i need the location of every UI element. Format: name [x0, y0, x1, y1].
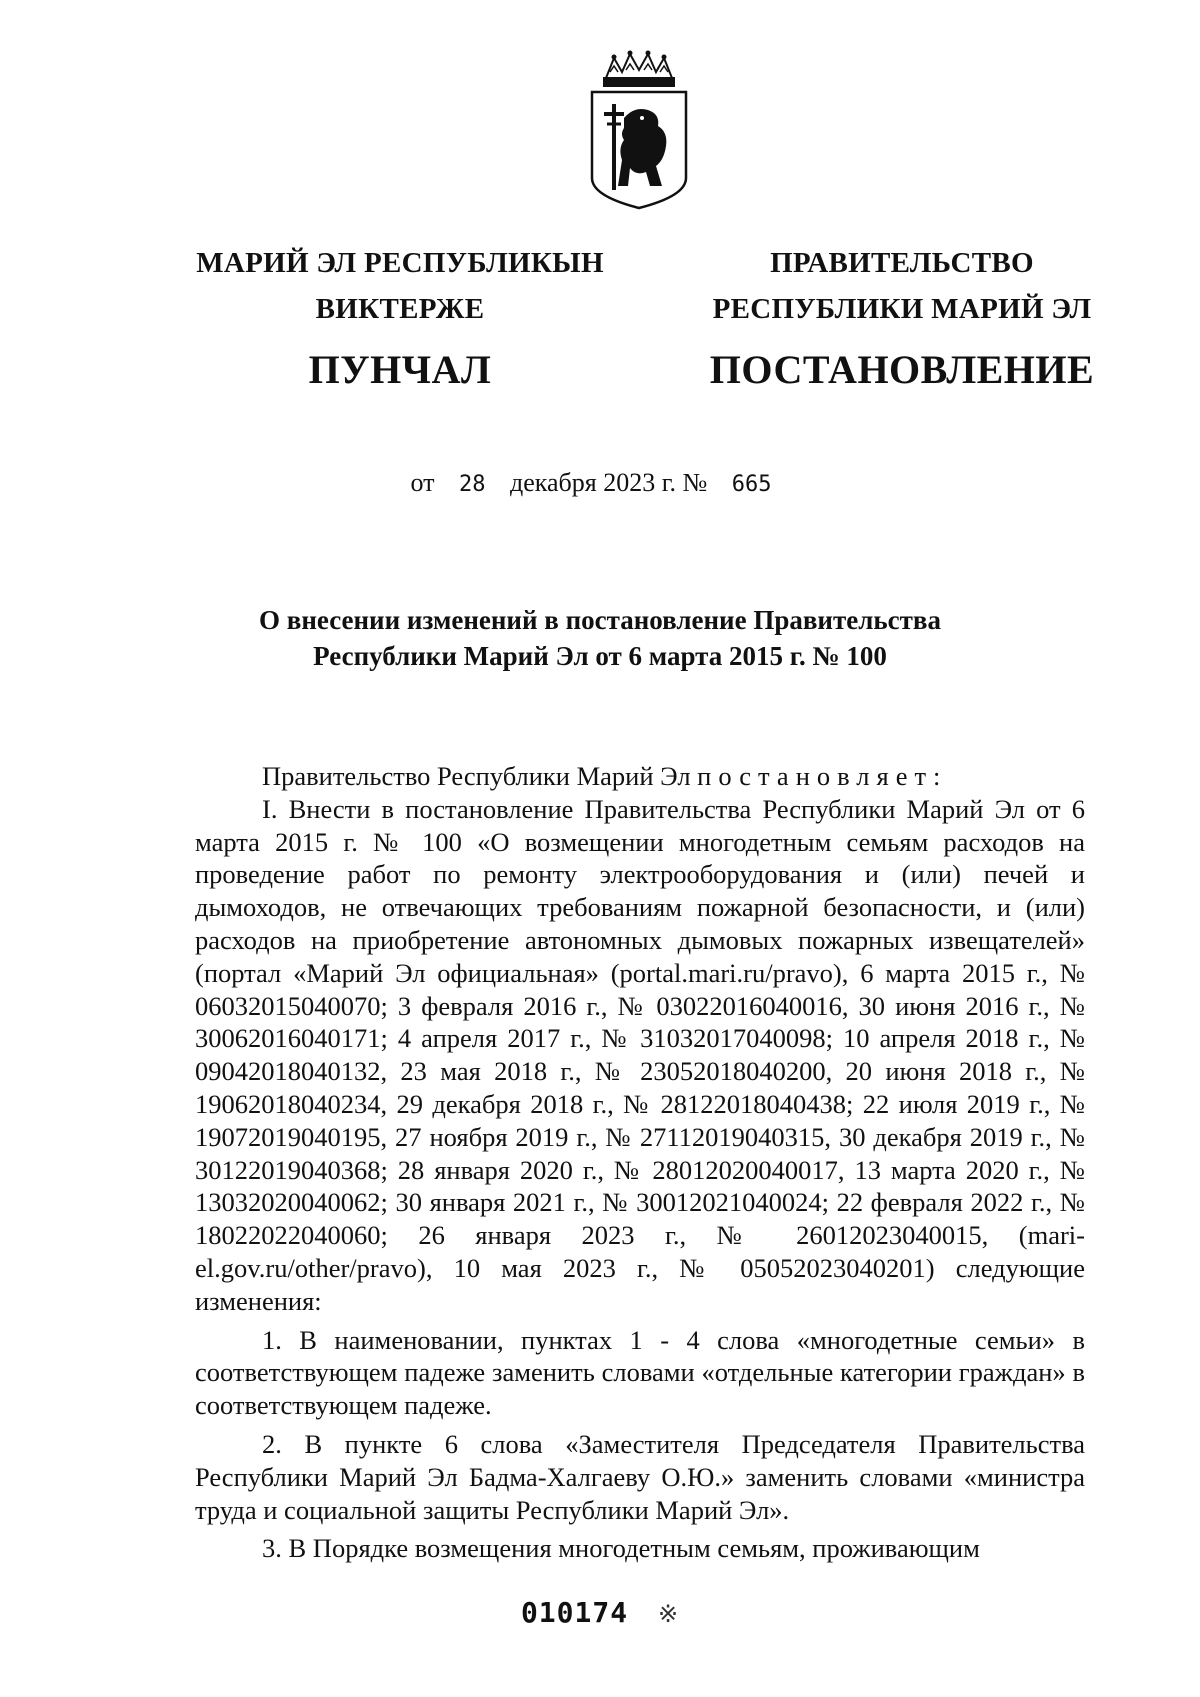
document-title — [0, 602, 1200, 674]
date-line — [0, 468, 1200, 498]
org-name-russian-line1: ПРАВИТЕЛЬСТВО — [770, 247, 1034, 279]
doc-type-marian: ПУНЧАЛ — [308, 347, 492, 392]
serial-mark-icon: ※ — [657, 1600, 680, 1628]
preamble-lead: Правительство Республики Марий Эл — [262, 761, 691, 791]
document-body — [195, 760, 1085, 1565]
doc-number: 665 — [731, 472, 772, 497]
serial-number: 010174 — [520, 1596, 629, 1629]
section-1: I. Внести в постановление Правительства Республики Марий Эл от 6 марта 2015 г. № 100 «О возмещении многодетным семьям расходов на проведение работ по ремонту электрооборудования и (или) печей и дымоходов, не отвечающих требованиям пожарной безопасности, и (или) расходов на приобретение автономных дымовых пожарных извещателей» (портал «Марий Эл официальная» (portal.mari.ru/pravo), 6 марта 2015 г., № 06032015040070; 3 февраля 2016 г., № 03022016040016, 30 июня 2016 г., № 30062016040171; 4 апреля 2017 г., № 31032017040098; 10 апреля 2018 г., № 09042018040132, 23 мая 2018 г., № 23052018040200, 20 июня 2018 г., № 19062018040234, 29 декабря 2018 г., № 28122018040438; 22 июля 2019 г., № 19072019040195, 27 ноября 2019 г., № 27112019040315, 30 декабря 2019 г., № 30122019040368; 28 января 2020 г., № 28012020040017, 13 марта 2020 г., № 13032020040062; 30 января 2021 г., № 30012021040024; 22 февраля 2022 г., № 18022022040060; 26 января 2023 г., № 26012023040015, (mari-el.gov.ru/other/pravo), 10 мая 2023 г., № 05052023040201) следующие изменения: — [195, 793, 1085, 1316]
header-marian — [150, 240, 650, 393]
header-russian — [652, 240, 1152, 393]
date-day: 28 — [459, 472, 486, 497]
title-line-2: Республики Марий Эл от 6 марта 2015 г. № 100 — [313, 641, 887, 671]
org-name-russian-line2: РЕСПУБЛИКИ МАРИЙ ЭЛ — [712, 293, 1092, 325]
doc-type-russian: ПОСТАНОВЛЕНИЕ — [709, 347, 1095, 392]
preamble-verb: постановляет: — [697, 761, 948, 791]
form-serial-number — [0, 1596, 1200, 1629]
item-1: 1. В наименовании, пунктах 1 - 4 слова «многодетные семьи» в соответствующем падеже заменить словами «отдельные категории граждан» в соответствующем падеже. — [195, 1324, 1085, 1421]
org-name-marian-line2: ВИКТЕРЖЕ — [315, 293, 485, 325]
date-month-year: декабря 2023 г. № — [510, 468, 708, 497]
item-3: 3. В Порядке возмещения многодетным семьям, проживающим — [262, 1533, 980, 1564]
date-prefix: от — [410, 468, 435, 497]
item-2: 2. В пункте 6 слова «Заместителя Председателя Правительства Республики Марий Эл Бадма-Халгаеву О.Ю.» заменить словами «министра труда и социальной защиты Республики Марий Эл». — [195, 1428, 1085, 1525]
org-name-marian-line1: МАРИЙ ЭЛ РЕСПУБЛИКЫН — [196, 247, 604, 279]
coat-of-arms-icon — [584, 48, 694, 213]
preamble — [195, 760, 1085, 793]
title-line-1: О внесении изменений в постановление Правительства — [259, 605, 941, 635]
